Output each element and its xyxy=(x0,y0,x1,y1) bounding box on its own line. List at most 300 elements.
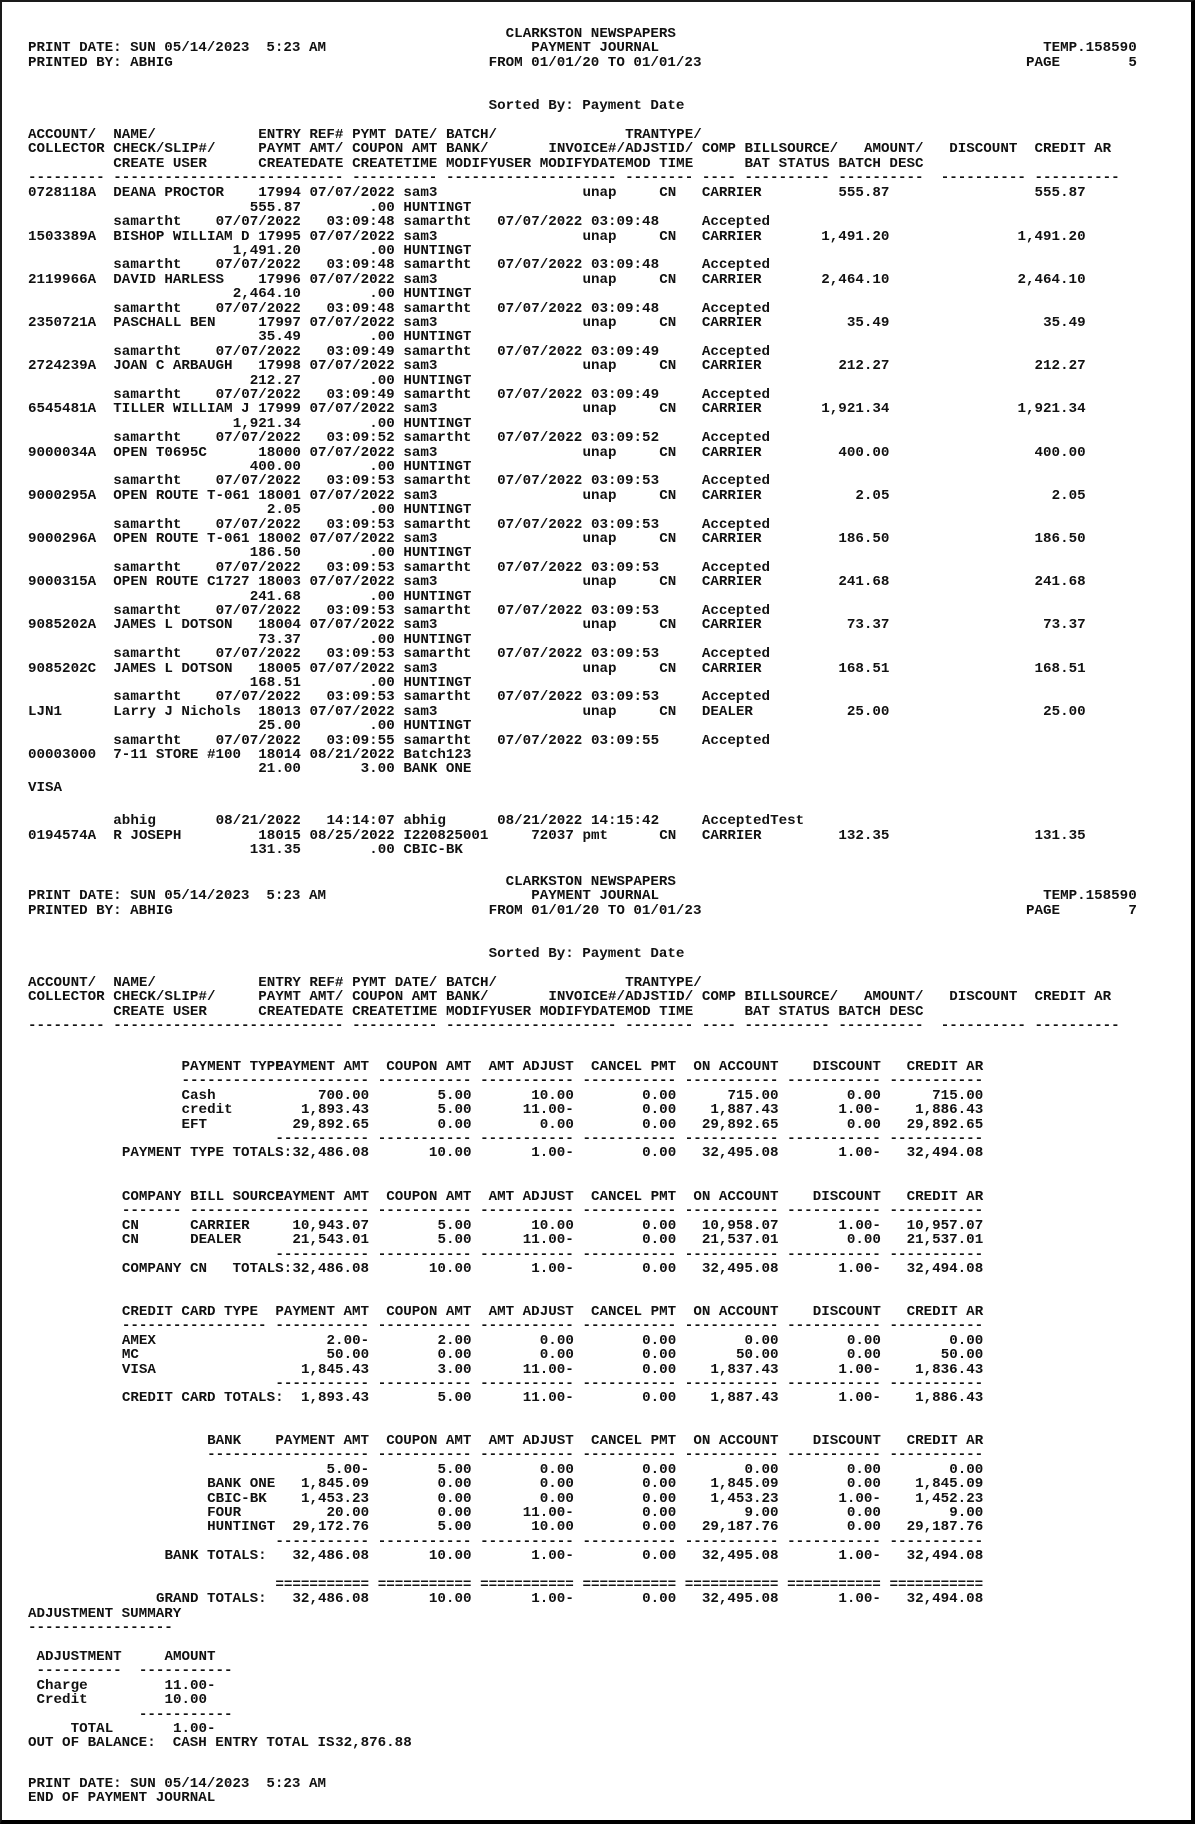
total-value: 32,494.08 xyxy=(906,1548,984,1565)
batch: sam3 xyxy=(403,703,438,720)
pymt-date: 07/07/2022 xyxy=(309,185,395,202)
bank-name: FOUR xyxy=(207,1505,242,1521)
trantype: unap xyxy=(582,358,617,375)
total-value: 32,486.08 xyxy=(292,1591,370,1607)
rule: ----------- xyxy=(787,1131,881,1147)
summary-value: 0.00 xyxy=(642,1519,677,1536)
total-label: GRAND TOTALS: xyxy=(155,1591,267,1607)
date-range: FROM 01/01/20 TO 01/01/23 xyxy=(488,902,702,919)
bill-source: DEALER xyxy=(190,1232,242,1249)
summary-column-header: ON ACCOUNT xyxy=(693,1059,779,1075)
rule: ----------- xyxy=(684,1447,779,1464)
adjustment-amount: 11.00- xyxy=(164,1677,216,1694)
summary-value: 1,836.43 xyxy=(915,1361,984,1378)
credit-ar: 1,491.20 xyxy=(1017,228,1086,245)
trantype: unap xyxy=(582,444,617,461)
name: TILLER WILLIAM J xyxy=(113,401,250,418)
modifydate: 07/07/2022 xyxy=(497,257,583,274)
coupon-amt: .00 xyxy=(369,675,395,691)
summary-value: 0.00 xyxy=(846,1347,881,1364)
name: JAMES L DOTSON xyxy=(113,660,233,677)
report-title: PAYMENT JOURNAL xyxy=(531,40,659,57)
bank: HUNTINGT xyxy=(403,459,472,475)
modifydate: 07/07/2022 xyxy=(497,559,583,576)
adjustment-amount: 10.00 xyxy=(164,1692,216,1709)
page-label: PAGE xyxy=(1026,54,1061,71)
modifyuser: samartht xyxy=(403,257,472,274)
modifydate: 07/07/2022 xyxy=(497,430,583,447)
rule: ---------- xyxy=(352,170,438,186)
total-value: 10.00 xyxy=(428,1261,472,1277)
summary-value: 29,892.65 xyxy=(292,1116,370,1133)
createtime: 03:09:53 xyxy=(326,559,395,576)
create-user: samartht xyxy=(113,257,182,274)
pymt-date: 07/07/2022 xyxy=(309,271,395,288)
page-number: 5 xyxy=(1128,54,1137,71)
coupon-amt: .00 xyxy=(369,459,395,475)
column-header: BILLSOURCE/ xyxy=(744,989,839,1006)
summary-value: 11.00- xyxy=(522,1505,574,1521)
amount: 2,464.10 xyxy=(821,271,890,288)
summary-value: 5.00 xyxy=(437,1087,472,1104)
summary-value: 1.00- xyxy=(838,1361,881,1378)
column-header: INVOICE#/ xyxy=(548,989,625,1006)
total-value: 32,494.08 xyxy=(906,1145,984,1162)
rule: ----------------- xyxy=(113,1018,259,1034)
createdate: 07/07/2022 xyxy=(215,732,301,749)
summary-column-header: DISCOUNT xyxy=(812,1304,881,1320)
createdate: 07/07/2022 xyxy=(215,646,301,663)
credit-card-type: AMEX xyxy=(121,1332,156,1349)
create-user: samartht xyxy=(113,430,182,447)
column-header: COMP xyxy=(701,989,736,1006)
total-value: 32,486.08 xyxy=(292,1145,370,1162)
column-header: NAME/ xyxy=(113,974,156,991)
credit-ar: 131.35 xyxy=(1034,827,1086,844)
credit-ar: 73.37 xyxy=(1043,617,1086,634)
rule: ----------- xyxy=(889,1376,984,1392)
paymt-amt: 35.49 xyxy=(258,329,301,346)
account: 2724239A xyxy=(28,358,97,375)
comp: CN xyxy=(659,444,677,461)
rule: ----------- xyxy=(377,1318,472,1335)
summary-column-header: CREDIT AR xyxy=(906,1304,984,1320)
rule: ----------- xyxy=(480,1246,574,1263)
entry-ref: 18015 xyxy=(258,827,301,844)
summary-value: 0.00 xyxy=(539,1476,574,1493)
createtime: 03:09:53 xyxy=(326,473,395,490)
rule: ----------- xyxy=(181,1073,276,1090)
summary-value: 1,453.23 xyxy=(300,1490,370,1507)
summary-value: 1,453.23 xyxy=(710,1490,779,1507)
rule: ----------- xyxy=(138,1706,233,1723)
trantype: unap xyxy=(582,401,617,418)
summary-value: 50.00 xyxy=(735,1347,779,1364)
create-user: samartht xyxy=(113,343,182,360)
bank: HUNTINGT xyxy=(403,631,472,648)
summary-label-header: COMPANY xyxy=(121,1189,182,1205)
total-value: 1.00- xyxy=(838,1390,881,1407)
rule: ----------- xyxy=(275,1203,370,1220)
mod-time: 03:09:49 xyxy=(590,387,660,403)
company: CN xyxy=(121,1232,139,1249)
create-user: samartht xyxy=(113,387,182,403)
paymt-amt: 212.27 xyxy=(249,372,301,389)
billsource: CARRIER xyxy=(701,574,762,591)
summary-column-header: AMT ADJUST xyxy=(488,1304,574,1320)
bank: HUNTINGT xyxy=(403,675,472,691)
credit-ar: 25.00 xyxy=(1043,703,1086,720)
column-header: BATCH DESC xyxy=(838,1003,924,1020)
summary-value: 0.00 xyxy=(642,1217,677,1234)
bill-source: CARRIER xyxy=(190,1217,250,1234)
rule: ----------- xyxy=(787,1318,881,1335)
modifyuser: samartht xyxy=(403,689,472,706)
trantype: unap xyxy=(582,228,617,245)
summary-value: 9.00 xyxy=(744,1505,779,1521)
createdate: 07/07/2022 xyxy=(215,559,301,576)
summary-value: 1,887.43 xyxy=(710,1102,779,1119)
total-value: 32,495.08 xyxy=(701,1591,779,1607)
credit-card-type: VISA xyxy=(28,780,63,797)
amount: 212.27 xyxy=(838,358,890,375)
column-header: CREDIT AR xyxy=(1034,141,1112,158)
column-header: DISCOUNT xyxy=(949,989,1018,1006)
create-user: samartht xyxy=(113,689,182,706)
rule: ----------- xyxy=(582,1073,677,1090)
summary-column-header: AMT ADJUST xyxy=(488,1189,574,1205)
rule: ----------- xyxy=(684,1318,779,1335)
rule: =========== xyxy=(480,1577,574,1593)
summary-value: 21,543.01 xyxy=(292,1232,370,1249)
bat-status: Accepted xyxy=(701,473,770,490)
summary-value: 0.00 xyxy=(539,1461,574,1478)
column-header: MOD TIME xyxy=(625,155,694,172)
summary-value: 5.00 xyxy=(437,1217,472,1234)
total-value: 1.00- xyxy=(838,1145,881,1162)
rule: ----------- xyxy=(787,1447,881,1464)
batch: sam3 xyxy=(403,444,438,461)
total-value: 32,486.08 xyxy=(292,1548,370,1565)
report-title: PAYMENT JOURNAL xyxy=(531,888,659,905)
paymt-amt: 186.50 xyxy=(249,545,301,562)
modifydate: 07/07/2022 xyxy=(497,516,583,533)
entry-ref: 17997 xyxy=(258,315,301,331)
modifyuser: samartht xyxy=(403,646,472,663)
summary-value: 0.00 xyxy=(846,1232,881,1249)
rule: ----------- xyxy=(889,1533,984,1550)
rule: ----------- xyxy=(480,1376,574,1392)
column-header: NAME/ xyxy=(113,126,156,143)
coupon-amt: .00 xyxy=(369,415,395,432)
credit-ar: 35.49 xyxy=(1043,315,1086,331)
summary-column-header: DISCOUNT xyxy=(812,1059,881,1075)
summary-value: 0.00 xyxy=(437,1116,472,1133)
summary-label-header: BANK xyxy=(207,1433,242,1449)
column-header: BANK/ xyxy=(445,989,489,1006)
column-header: CREATEDATE xyxy=(258,155,344,172)
mod-time: 03:09:55 xyxy=(590,732,660,749)
rule: ----------- xyxy=(377,1447,472,1464)
summary-label-header: PAYMENT TYPE xyxy=(181,1059,284,1075)
summary-value: 2.00- xyxy=(326,1332,370,1349)
bank: HUNTINGT xyxy=(403,243,472,259)
mod-time: 03:09:48 xyxy=(590,300,660,317)
entry-ref: 18013 xyxy=(258,703,301,720)
paymt-amt: 1,921.34 xyxy=(232,415,301,432)
createtime: 03:09:53 xyxy=(326,603,395,619)
create-user: samartht xyxy=(113,646,182,663)
column-header: ENTRY REF# xyxy=(258,126,344,143)
batch: sam3 xyxy=(403,487,438,504)
amount: 241.68 xyxy=(838,574,890,591)
mod-time: 03:09:48 xyxy=(590,214,660,231)
total-label: BANK TOTALS: xyxy=(164,1548,267,1565)
summary-value: 5.00- xyxy=(326,1461,370,1478)
account: 6545481A xyxy=(28,401,97,418)
summary-label: EFT xyxy=(181,1116,208,1133)
entry-ref: 17994 xyxy=(258,185,301,202)
amount: 2.05 xyxy=(855,487,890,504)
rule: ----------- xyxy=(787,1533,881,1550)
bat-status: Accepted xyxy=(701,603,770,619)
entry-ref: 17999 xyxy=(258,401,301,418)
column-header: ADJUSTMENT xyxy=(36,1649,122,1665)
summary-value: 0.00 xyxy=(642,1087,677,1104)
rule: ----------- xyxy=(582,1447,677,1464)
coupon-amt: 3.00 xyxy=(360,761,395,778)
pymt-date: 07/07/2022 xyxy=(309,401,395,418)
batch: sam3 xyxy=(403,228,438,245)
summary-value: 0.00 xyxy=(744,1461,779,1478)
summary-column-header: CANCEL PMT xyxy=(590,1189,677,1205)
entry-ref: 17995 xyxy=(258,228,301,245)
total-value: 0.00 xyxy=(642,1591,677,1607)
createtime: 03:09:53 xyxy=(326,516,395,533)
rule: ----------- xyxy=(787,1376,881,1392)
rule: ----------------- xyxy=(28,1620,173,1637)
sorted-by: Sorted By: Payment Date xyxy=(488,946,685,962)
account: 2119966A xyxy=(28,271,97,288)
bat-status: Accepted xyxy=(701,387,770,403)
batch: sam3 xyxy=(403,401,438,418)
rule: ----------- xyxy=(684,1533,779,1550)
rule: ---------- xyxy=(838,1018,924,1034)
createdate: 07/07/2022 xyxy=(215,343,301,360)
column-header: CREATETIME xyxy=(352,155,438,172)
rule: ----------- xyxy=(275,1533,370,1550)
column-header: CREATEDATE xyxy=(258,1003,344,1020)
batch: sam3 xyxy=(403,315,438,331)
column-header: CREATE USER xyxy=(113,155,207,172)
column-header: ACCOUNT/ xyxy=(28,974,97,991)
trantype: unap xyxy=(582,315,617,331)
rule: ----------- xyxy=(377,1246,472,1263)
total-value: 1,887.43 xyxy=(710,1390,779,1407)
column-header: MOD TIME xyxy=(625,1003,694,1020)
rule: ---------- xyxy=(352,1018,438,1034)
rule: ----------- xyxy=(377,1073,472,1090)
date-range: FROM 01/01/20 TO 01/01/23 xyxy=(488,54,702,71)
modifydate: 07/07/2022 xyxy=(497,732,583,749)
summary-value: 0.00 xyxy=(949,1461,984,1478)
modifydate: 07/07/2022 xyxy=(497,689,583,706)
billsource: CARRIER xyxy=(701,271,762,288)
mod-time: 03:09:53 xyxy=(590,646,660,663)
rule: ----------- xyxy=(582,1318,677,1335)
entry-ref: 18001 xyxy=(258,487,301,504)
column-header: PYMT DATE/ xyxy=(352,126,438,143)
paymt-amt: 25.00 xyxy=(258,718,301,735)
bat-status: Accepted xyxy=(701,813,770,830)
coupon-amt: .00 xyxy=(369,718,395,735)
createdate: 08/21/2022 xyxy=(215,813,301,830)
bat-status: Accepted xyxy=(701,732,770,749)
column-header: BAT STATUS xyxy=(744,1003,830,1020)
rule: ----------- xyxy=(275,1246,370,1263)
mod-time: 03:09:53 xyxy=(590,603,660,619)
rule: =========== xyxy=(684,1577,779,1593)
name: JOAN C ARBAUGH xyxy=(113,358,233,375)
rule: ----------- xyxy=(275,1318,370,1335)
modifydate: 07/07/2022 xyxy=(497,646,583,663)
summary-value: 2.00 xyxy=(437,1332,472,1349)
summary-value: 5.00 xyxy=(437,1102,472,1119)
mod-time: 03:09:53 xyxy=(590,689,660,706)
footer-print-date: PRINT DATE: SUN 05/14/2023 5:23 AM xyxy=(28,1776,326,1792)
create-user: samartht xyxy=(113,603,182,619)
rule: ----------- xyxy=(684,1073,779,1090)
account: 9000295A xyxy=(28,487,97,504)
batch: sam3 xyxy=(403,185,438,202)
name: DAVID HARLESS xyxy=(113,271,224,288)
summary-value: 0.00 xyxy=(642,1361,677,1378)
rule: ----------- xyxy=(787,1203,881,1220)
paymt-amt: 131.35 xyxy=(249,842,301,859)
pymt-date: 07/07/2022 xyxy=(309,228,395,245)
credit-card-type: VISA xyxy=(121,1361,156,1378)
rule: ---------- xyxy=(445,170,532,186)
column-header: ADJSTID/ xyxy=(625,141,694,158)
credit-ar: 212.27 xyxy=(1034,358,1086,375)
summary-value: 10,958.07 xyxy=(701,1217,779,1234)
bat-status: Accepted xyxy=(701,300,770,317)
createdate: 07/07/2022 xyxy=(215,689,301,706)
pymt-date: 07/07/2022 xyxy=(309,444,395,461)
rule: =========== xyxy=(787,1577,881,1593)
rule: ----------- xyxy=(480,1073,574,1090)
summary-value: 10,943.07 xyxy=(292,1217,370,1234)
paymt-amt: 1,491.20 xyxy=(232,243,301,259)
page-label: PAGE xyxy=(1026,902,1061,919)
mod-time: 03:09:53 xyxy=(590,473,660,490)
comp: CN xyxy=(659,358,677,375)
pymt-date: 08/25/2022 xyxy=(309,827,395,844)
column-header: CREATE USER xyxy=(113,1003,207,1020)
column-header: AMOUNT xyxy=(164,1649,216,1665)
name: OPEN ROUTE C1727 xyxy=(113,574,250,591)
billsource: DEALER xyxy=(701,703,753,720)
billsource: CARRIER xyxy=(701,228,762,245)
summary-column-header: COUPON AMT xyxy=(386,1304,472,1320)
summary-value: 0.00 xyxy=(642,1232,677,1249)
summary-value: 10.00 xyxy=(531,1087,574,1104)
adjustment-type: Charge xyxy=(36,1677,88,1694)
createtime: 03:09:53 xyxy=(326,689,395,706)
paymt-amt: 21.00 xyxy=(258,761,301,778)
modifyuser: samartht xyxy=(403,732,472,749)
credit-card-type: MC xyxy=(121,1347,139,1364)
summary-value: 1.00- xyxy=(838,1490,881,1507)
column-header: ENTRY REF# xyxy=(258,974,344,991)
rule: ----------- xyxy=(377,1376,472,1392)
rule: ---------- xyxy=(258,170,344,186)
column-header: BILLSOURCE/ xyxy=(744,141,839,158)
summary-column-header: PAYMENT AMT xyxy=(275,1433,370,1449)
total-value: 1.00- xyxy=(531,1548,574,1565)
trantype: unap xyxy=(582,703,617,720)
column-header: PYMT DATE/ xyxy=(352,974,438,991)
createdate: 07/07/2022 xyxy=(215,214,301,231)
rule: ---------- xyxy=(1034,1018,1120,1034)
paymt-amt: 2,464.10 xyxy=(232,286,301,303)
rule: ---- xyxy=(701,170,736,186)
column-header: BATCH/ xyxy=(445,974,498,991)
credit-ar: 2,464.10 xyxy=(1017,271,1086,288)
rule: ----------- xyxy=(275,1073,370,1090)
summary-column-header: PAYMENT AMT xyxy=(275,1189,370,1205)
total-label: COMPANY CN TOTALS: xyxy=(121,1261,293,1277)
summary-value: 0.00 xyxy=(846,1476,881,1493)
coupon-amt: .00 xyxy=(369,588,395,605)
bank: HUNTINGT xyxy=(403,372,472,389)
modifydate: 07/07/2022 xyxy=(497,603,583,619)
modifydate: 07/07/2022 xyxy=(497,300,583,317)
summary-value: 0.00 xyxy=(642,1116,677,1133)
bank: HUNTINGT xyxy=(403,329,472,346)
company: CN xyxy=(121,1217,139,1234)
entry-ref: 17996 xyxy=(258,271,301,288)
print-date: PRINT DATE: SUN 05/14/2023 5:23 AM xyxy=(28,888,326,905)
column-header: CHECK/SLIP#/ xyxy=(113,141,216,158)
rule: ----------- xyxy=(480,1131,574,1147)
billsource: CARRIER xyxy=(701,531,762,547)
rule: ----------- xyxy=(582,1246,677,1263)
createdate: 07/07/2022 xyxy=(215,430,301,447)
temp-id: TEMP.158590 xyxy=(1043,40,1137,57)
summary-column-header: COUPON AMT xyxy=(386,1189,472,1205)
summary-value: 0.00 xyxy=(846,1461,881,1478)
rule: ----------------- xyxy=(121,1318,267,1335)
amount: 132.35 xyxy=(838,827,890,844)
name: DEANA PROCTOR xyxy=(113,185,224,202)
summary-value: 0.00 xyxy=(642,1505,677,1521)
summary-value: 0.00 xyxy=(642,1476,677,1493)
batch: sam3 xyxy=(403,358,438,375)
pymt-date: 07/07/2022 xyxy=(309,315,395,331)
summary-value: 0.00 xyxy=(846,1505,881,1521)
coupon-amt: .00 xyxy=(369,372,395,389)
rule: ---------- xyxy=(744,1018,830,1034)
summary-value: 1,845.43 xyxy=(300,1361,370,1378)
summary-column-header: ON ACCOUNT xyxy=(693,1189,779,1205)
comp: CN xyxy=(659,703,677,720)
rule: ---------- xyxy=(940,1018,1026,1034)
summary-value: 0.00 xyxy=(437,1347,472,1364)
page-number: 7 xyxy=(1128,902,1137,919)
total-value: 1.00- xyxy=(531,1591,574,1607)
summary-value: 715.00 xyxy=(727,1087,779,1104)
